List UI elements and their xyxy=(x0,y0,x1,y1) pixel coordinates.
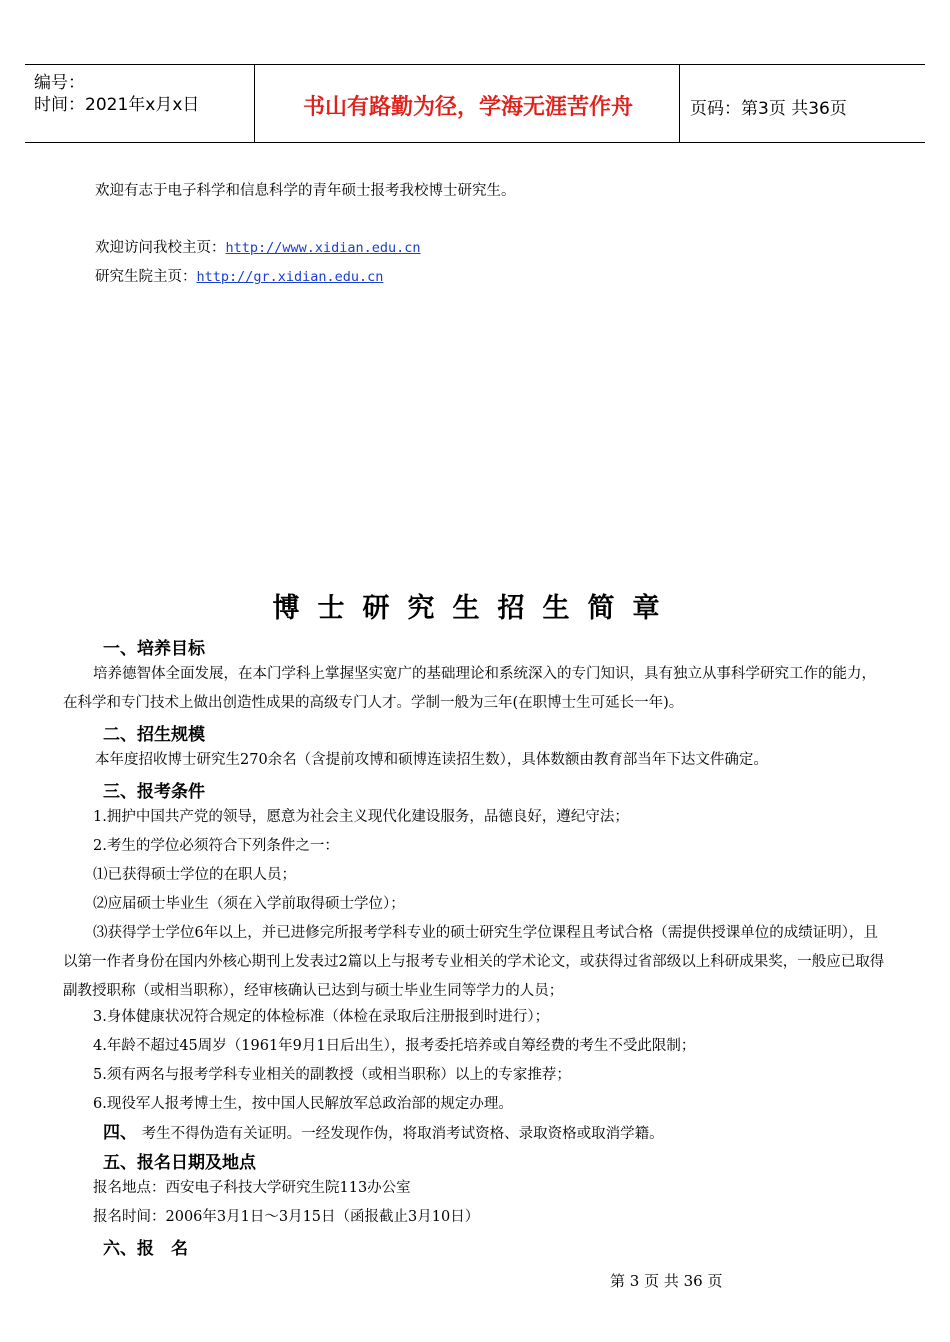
registration-time: 报名时间：2006年3月1日～3月15日（函报截止3月10日） xyxy=(93,1209,480,1225)
requirement-item: 3.身体健康状况符合规定的体检标准（体检在录取后注册报到时进行）； xyxy=(93,1009,550,1025)
grad-homepage-line xyxy=(95,267,383,287)
welcome-text: 欢迎有志于电子科学和信息科学的青年硕士报考我校博士研究生。 xyxy=(95,183,516,199)
requirement-item: 6.现役军人报考博士生，按中国人民解放军总政治部的规定办理。 xyxy=(93,1096,513,1112)
grad-homepage-link[interactable]: http://gr.xidian.edu.cn xyxy=(196,269,384,285)
document-title: 博士研究生招生简章 xyxy=(272,593,678,624)
section-heading-integrity: 四、 xyxy=(103,1123,137,1143)
requirement-subitem: ⑴已获得硕士学位的在职人员； xyxy=(93,867,296,883)
homepage-label: 欢迎访问我校主页： xyxy=(95,240,226,256)
registration-place: 报名地点：西安电子科技大学研究生院113办公室 xyxy=(93,1180,411,1196)
requirement-item: 1.拥护中国共产党的领导，愿意为社会主义现代化建设服务，品德良好，遵纪守法； xyxy=(93,809,629,825)
section-heading-requirements: 三、报考条件 xyxy=(103,782,205,802)
document-date-label: 时间：2021年x月x日 xyxy=(34,95,200,115)
section-heading-registration: 五、报名日期及地点 xyxy=(103,1153,256,1173)
header-bottom-rule xyxy=(25,142,925,143)
document-code-label: 编号： xyxy=(34,73,85,93)
requirement-item: 5.须有两名与报考学科专业相关的副教授（或相当职称）以上的专家推荐； xyxy=(93,1067,571,1083)
section-heading-training-goal: 一、培养目标 xyxy=(103,639,205,659)
requirement-item: 2.考生的学位必须符合下列条件之一： xyxy=(93,838,339,854)
section-text-training-goal: 培养德智体全面发展，在本门学科上掌握坚实宽广的基础理论和系统深入的专门知识，具有独立从事科学研究工作的能力，在科学和专门技术上做出创造性成果的高级专门人才。学制一般为三年(在职博士生可延长一年)。 xyxy=(63,666,876,711)
page-footer: 第 3 页 共 36 页 xyxy=(610,1272,723,1290)
header-top-rule xyxy=(25,64,925,65)
requirement-item: 4.年龄不超过45周岁（1961年9月1日后出生），报考委托培养或自筹经费的考生不受此限制； xyxy=(93,1038,696,1054)
section-four-line xyxy=(103,1119,664,1149)
requirement-subitem: ⑵应届硕士毕业生（须在入学前取得硕士学位）； xyxy=(93,896,405,912)
section-heading-enrollment-scale: 二、招生规模 xyxy=(103,725,205,745)
header-motto: 书山有路勤为径，学海无涯苦作舟 xyxy=(302,95,633,120)
header-divider-left xyxy=(254,64,255,143)
header-page-info: 页码：第3页 共36页 xyxy=(690,99,847,119)
section-text-integrity: 考生不得伪造有关证明。一经发现作伪，将取消考试资格、录取资格或取消学籍。 xyxy=(141,1126,664,1142)
homepage-link[interactable]: http://www.xidian.edu.cn xyxy=(225,240,421,256)
grad-homepage-label: 研究生院主页： xyxy=(95,269,197,285)
requirement-subitem: ⑶获得学士学位6年以上，并已进修完所报考学科专业的硕士研究生学位课程且考试合格（需提供授课单位的成绩证明），且以第一作者身份在国内外核心期刊上发表过2篇以上与报考专业相关的学术论文，或获得过省部级以上科研成果奖，一般应已取得副教授职称（或相当职称），经审核确认已达到与硕士毕业生同等学力的人员； xyxy=(63,925,885,999)
section-text-enrollment-scale: 本年度招收博士研究生270余名（含提前攻博和硕博连读招生数），具体数额由教育部当年下达文件确定。 xyxy=(95,752,768,768)
homepage-line xyxy=(95,238,421,258)
section-heading-application: 六、报 名 xyxy=(103,1239,188,1259)
